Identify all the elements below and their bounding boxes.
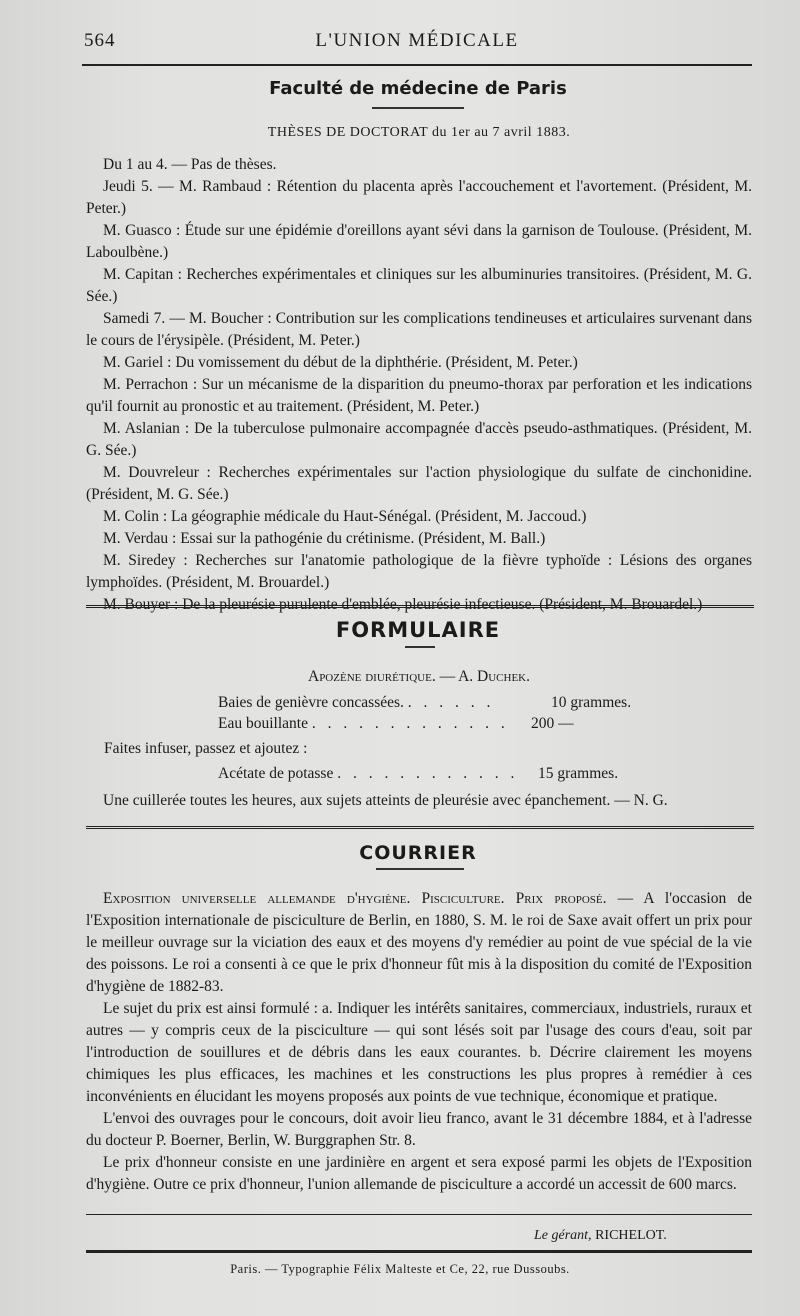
courrier-title-rule	[376, 868, 464, 870]
courrier-paragraph: Exposition universelle allemande d'hygiène. Pisciculture. Prix proposé. — A l'occasion de l'Exposition internationale de pisciculture de Berlin, en 1880, S. M. le roi de Saxe avait offert un prix pour le meilleur ouvrage sur la viciation des eaux et des moyens d'y remédier au point de vue spécial de la vie des poissons. Le roi a consenti à ce que le prix d'honneur fût mis à la disposition du comité de l'Exposition d'hygiène de 1882-83.	[86, 890, 752, 995]
formulaire-top-rule	[86, 605, 754, 611]
page-header	[82, 30, 752, 58]
theses-item: Samedi 7. — M. Boucher : Contribution sur les complications tendineuses et articulaires survenant dans le cours de l'érysipèle. (Président, M. Peter.)	[86, 310, 752, 349]
courrier-title: COURRIER	[359, 842, 477, 864]
formulaire-title: FORMULAIRE	[335, 618, 501, 642]
courrier-paragraph: Le prix d'honneur consiste en une jardinière en argent et sera exposé parmi les objets de l'Exposition d'hygiène. Outre ce prix d'honneur, l'union allemande de pisciculture a accordé un accessit de 600 marcs.	[86, 1154, 752, 1193]
theses-item: M. Colin : La géographie médicale du Haut-Sénégal. (Président, M. Jaccoud.)	[103, 508, 587, 525]
header-rule	[82, 64, 752, 66]
page-number: 564	[84, 30, 116, 51]
gerant-label: Le gérant,	[534, 1228, 592, 1243]
theses-item: M. Aslanian : De la tuberculose pulmonaire accompagnée d'accès pseudo-asthmatiques. (Président, M. G. Sée.)	[86, 420, 752, 459]
ingredient-row	[218, 763, 518, 785]
theses-subtitle: THÈSES DE DOCTORAT du 1er au 7 avril 1883.	[267, 125, 571, 140]
theses-item: M. Capitan : Recherches expérimentales et cliniques sur les albuminuries transitoires. (Président, M. G. Sée.)	[86, 266, 752, 305]
faculte-title-rule	[372, 107, 464, 109]
gerant-signature	[534, 1228, 667, 1244]
ingredient-dots: . . . . . . . . . . . . .	[311, 715, 509, 732]
ingredient-qty: 200 —	[531, 715, 574, 732]
theses-item: M. Bouyer : De la pleurésie purulente d'emblée, pleurésie infectieuse. (Président, M. Brouardel.)	[103, 596, 703, 613]
ingredient-qty: 15 grammes.	[538, 765, 619, 782]
faculte-title: Faculté de médecine de Paris	[269, 78, 567, 99]
theses-list	[86, 154, 752, 616]
theses-item: M. Perrachon : Sur un mécanisme de la disparition du pneumo-thorax par perforation et les indications qu'il fournit au pronostic et au traitement. (Président, M. Peter.)	[86, 376, 752, 415]
theses-item: M. Siredey : Recherches sur l'anatomie pathologique de la fièvre typhoïde : Lésions des organes lymphoïdes. (Président, M. Brouardel.)	[86, 552, 752, 591]
theses-item: M. Verdau : Essai sur la pathogénie du crétinisme. (Président, M. Ball.)	[103, 530, 546, 547]
recipe-instruction: Faites infuser, passez et ajoutez :	[104, 740, 308, 757]
courrier-lead: Exposition universelle allemande d'hygiène. Pisciculture. Prix proposé.	[103, 890, 607, 907]
ingredient-qty: 10 grammes.	[551, 694, 632, 711]
theses-item: Du 1 au 4. — Pas de thèses.	[103, 156, 277, 173]
ingredient-dots: . . . . . . . . . . . .	[337, 765, 519, 782]
theses-item: M. Guasco : Étude sur une épidémie d'oreillons ayant sévi dans la garnison de Toulouse. (Président, M. Laboulbène.)	[86, 222, 752, 261]
ingredient-dots: . . . . . .	[407, 694, 495, 711]
theses-item: Jeudi 5. — M. Rambaud : Rétention du placenta après l'accouchement et l'avortement. (Président, M. Peter.)	[86, 178, 752, 217]
recipe-note: Une cuillerée toutes les heures, aux sujets atteints de pleurésie avec épanchement. — N. G.	[103, 792, 668, 809]
ingredient-row	[218, 692, 494, 714]
courrier-paragraph: Le sujet du prix est ainsi formulé : a. Indiquer les intérêts sanitaires, commerciaux, industriels, ruraux et autres — y compris ceux de la pisciculture — qui sont lésés soit par l'usage des cours d'eau, soit par l'introduction de souillures et de débris dans les eaux courantes. b. Décrire clairement les moyens chimiques les plus efficaces, les machines et les constructions les plus propres à remédier à ces inconvénients en élucidant les moyens proposés aux points de vue technique, économique et pratique.	[86, 1000, 752, 1105]
ingredient-name: Acétate de potasse	[218, 765, 334, 782]
ingredient-name: Baies de genièvre concassées.	[218, 694, 404, 711]
recipe-title: Apozène diurétique. — A. Duchek.	[308, 668, 530, 685]
theses-item: M. Douvreleur : Recherches expérimentales sur l'action physiologique du sulfate de cinchonidine. (Président, M. G. Sée.)	[86, 464, 752, 503]
theses-item: M. Gariel : Du vomissement du début de la diphthérie. (Président, M. Peter.)	[103, 354, 578, 371]
footer-rule	[86, 1214, 752, 1215]
journal-title: L'UNION MÉDICALE	[315, 30, 519, 51]
formulaire-title-rule	[405, 646, 435, 648]
ingredient-name: Eau bouillante	[218, 715, 308, 732]
gerant-name: RICHELOT.	[595, 1228, 667, 1243]
ingredient-row	[218, 713, 509, 735]
courrier-top-rule	[86, 826, 754, 832]
printer-imprint: Paris. — Typographie Félix Malteste et Ce, 22, rue Dussoubs.	[230, 1262, 570, 1276]
courrier-paragraph: L'envoi des ouvrages pour le concours, doit avoir lieu franco, avant le 31 décembre 1884, et à l'adresse du docteur P. Boerner, Berlin, W. Burggraphen Str. 8.	[86, 1110, 752, 1149]
printer-rule	[86, 1250, 752, 1253]
courrier-body	[86, 888, 752, 1196]
